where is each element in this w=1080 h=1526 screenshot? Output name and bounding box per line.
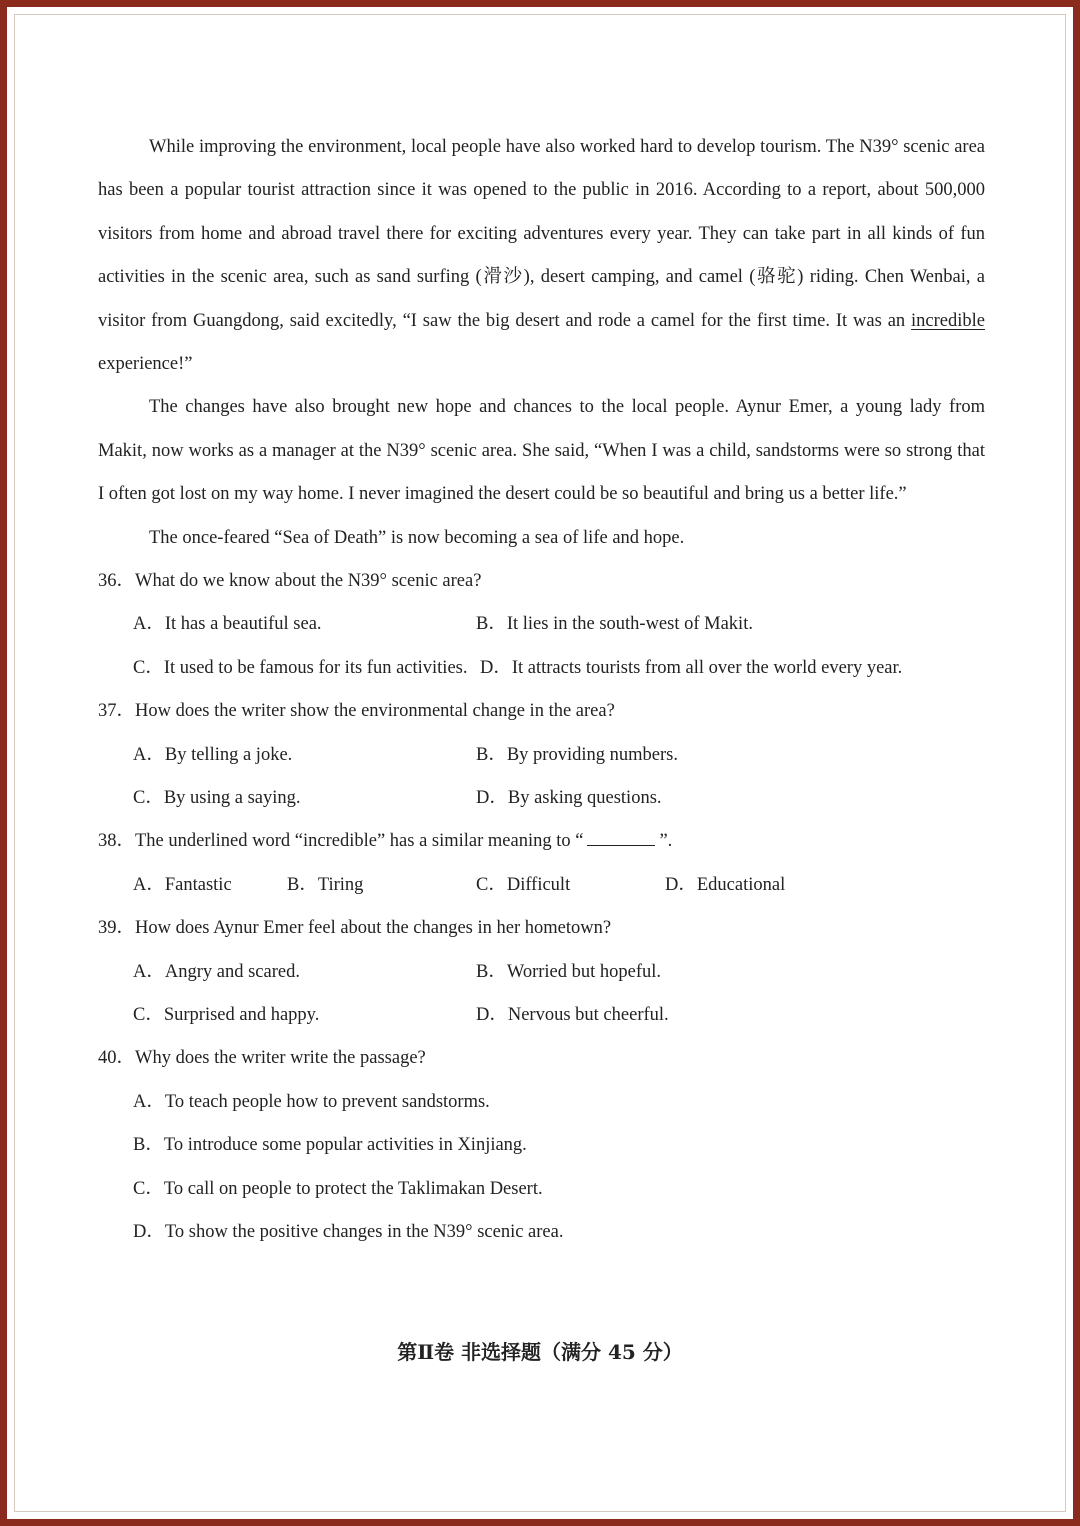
option: D．To show the positive changes in the N39° scenic area. [133, 1221, 564, 1242]
question-36-stem: 36．What do we know about the N39° scenic area? [98, 571, 482, 592]
question-39-options-row-1 [98, 951, 985, 994]
option: C．It used to be famous for its fun activities. [133, 657, 468, 678]
option: B．Worried but hopeful. [476, 961, 662, 982]
passage-paragraph-2: The changes have also brought new hope and chances to the local people. Aynur Emer, a young lady from Makit, now works as a manager at the N39° scenic area. She said, “When I was a child, sandstorms were so strong that I often got lost on my way home. I never imagined the desert could be so beautiful and bring us a better life.” [98, 397, 985, 505]
question-37-options-row-1 [98, 734, 985, 777]
option: D．Nervous but cheerful. [476, 1004, 669, 1025]
option: C．By using a saying. [133, 788, 301, 809]
option: B．It lies in the south-west of Makit. [476, 614, 753, 635]
option: D．By asking questions. [476, 788, 662, 809]
question-40-stem: 40．Why does the writer write the passage? [98, 1048, 426, 1069]
option: A．Angry and scared. [133, 961, 300, 982]
question-36-options-row-1 [98, 603, 985, 646]
exam-page [98, 126, 985, 1254]
option: B．Tiring [287, 874, 364, 895]
option: B．To introduce some popular activities in Xinjiang. [133, 1135, 527, 1156]
question-40-option-b [98, 1124, 985, 1167]
section-title: 第Ⅱ卷 非选择题（满分 45 分） [397, 1340, 683, 1364]
option: B．By providing numbers. [476, 744, 678, 765]
question-39-options-row-2 [98, 994, 985, 1037]
option: A．To teach people how to prevent sandstorms. [133, 1091, 490, 1112]
question-36-options-row-2 [98, 647, 985, 690]
question-37-options-row-2 [98, 777, 985, 820]
question-40-option-d [98, 1211, 985, 1254]
question-38-stem: 38．The underlined word “incredible” has a similar meaning to “ ”. [98, 820, 985, 863]
option: C．To call on people to protect the Taklimakan Desert. [133, 1178, 543, 1199]
option: A．Fantastic [133, 874, 232, 895]
option: A．By telling a joke. [133, 744, 293, 765]
option: A．It has a beautiful sea. [133, 614, 322, 635]
answer-blank [587, 827, 655, 846]
question-39-stem: 39．How does Aynur Emer feel about the changes in her hometown? [98, 918, 612, 939]
option: D．It attracts tourists from all over the world every year. [480, 657, 903, 678]
question-40-option-c [98, 1168, 985, 1211]
option: C．Difficult [476, 874, 571, 895]
underlined-word: incredible [911, 310, 985, 331]
option: C．Surprised and happy. [133, 1004, 320, 1025]
passage-paragraph-1: While improving the environment, local people have also worked hard to develop tourism. The N39° scenic area has been a popular tourist attraction since it was opened to the public in 2016. According to a report, about 500,000 visitors from home and abroad travel there for exciting adventures every year. They can take part in all kinds of fun activities in the scenic area, such as sand surfing (滑沙), desert camping, and camel (骆驼) riding. Chen Wenbai, a visitor from Guangdong, said excitedly, “I saw the big desert and rode a camel for the first time. It was an incredible experience!” [98, 137, 985, 375]
option: D．Educational [665, 874, 786, 895]
question-37-stem: 37．How does the writer show the environmental change in the area? [98, 701, 615, 722]
question-40-option-a [98, 1081, 985, 1124]
question-38-options-row [98, 864, 985, 907]
passage-paragraph-3: The once-feared “Sea of Death” is now becoming a sea of life and hope. [149, 527, 685, 548]
